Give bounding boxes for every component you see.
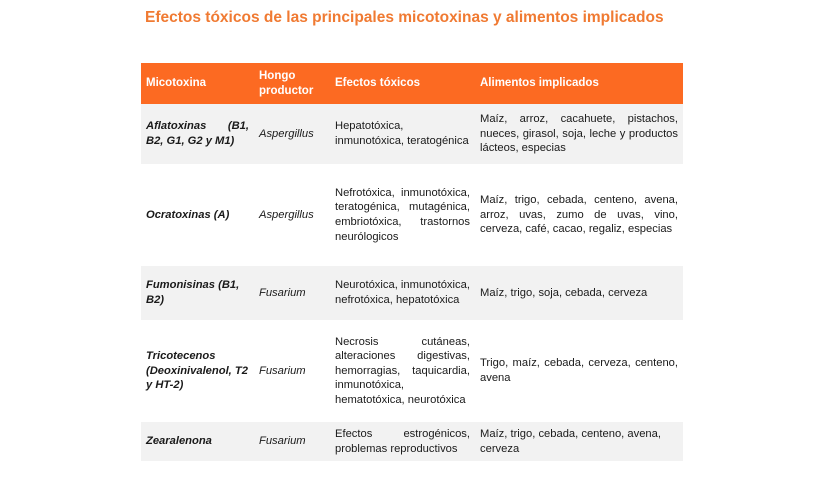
header-alimentos-implicados: Alimentos implicados [475, 63, 683, 105]
cell-alimentos: Maíz, trigo, cebada, centeno, avena, arroz, uvas, zumo de uvas, vino, cerveza, café, cacao, regaliz, especias [480, 194, 678, 236]
cell-micotoxina: Zearalenona [141, 422, 254, 461]
cell-hongo: Aspergillus [259, 208, 314, 221]
table-row [141, 266, 683, 320]
cell-efectos: Neurotóxica, inmunotóxica, nefrotóxica, hepatotóxica [330, 266, 475, 320]
table-row [141, 320, 683, 422]
cell-micotoxina: Ocratoxinas (A) [146, 208, 230, 221]
cell-alimentos: Maíz, trigo, cebada, centeno, avena, cerveza [475, 422, 683, 461]
document-title: Efectos tóxicos de las principales micotoxinas y alimentos implicados [145, 9, 664, 26]
cell-efectos: Hepatotóxica, inmunotóxica, teratogénica [330, 104, 475, 164]
cell-alimentos: Maíz, trigo, soja, cebada, cerveza [475, 266, 683, 320]
header-hongo-productor: Hongo productor [254, 63, 330, 105]
table-row [141, 422, 683, 461]
cell-micotoxina: Tricotecenos (Deoxinivalenol, T2 y HT-2) [146, 350, 248, 392]
cell-hongo: Aspergillus [254, 104, 330, 164]
cell-efectos: Nefrotóxica, inmunotóxica, teratogénica, mutagénica, embriotóxica, trastornos neurólogicos [335, 186, 470, 243]
header-micotoxina: Micotoxina [141, 63, 254, 105]
cell-hongo: Fusarium [259, 364, 306, 377]
cell-hongo: Fusarium [254, 266, 330, 320]
cell-alimentos: Trigo, maíz, cebada, cerveza, centeno, avena [480, 357, 678, 384]
cell-alimentos: Maíz, arroz, cacahuete, pistachos, nueces, girasol, soja, leche y productos lácteos, especias [475, 104, 683, 164]
cell-micotoxina: Fumonisinas (B1, B2) [141, 266, 254, 320]
cell-micotoxina: Aflatoxinas (B1, B2, G1, G2 y M1) [141, 104, 254, 164]
cell-efectos: Efectos estrogénicos, problemas reproductivos [330, 422, 475, 461]
table-row [141, 164, 683, 266]
table-header-row [141, 63, 683, 105]
table-row [141, 104, 683, 164]
mycotoxin-table [141, 62, 683, 461]
cell-efectos: Necrosis cutáneas, alteraciones digestivas, hemorragias, taquicardia, inmunotóxica, hematotóxica, neurotóxica [335, 335, 470, 406]
header-efectos-toxicos: Efectos tóxicos [330, 63, 475, 105]
cell-hongo: Fusarium [254, 422, 330, 461]
